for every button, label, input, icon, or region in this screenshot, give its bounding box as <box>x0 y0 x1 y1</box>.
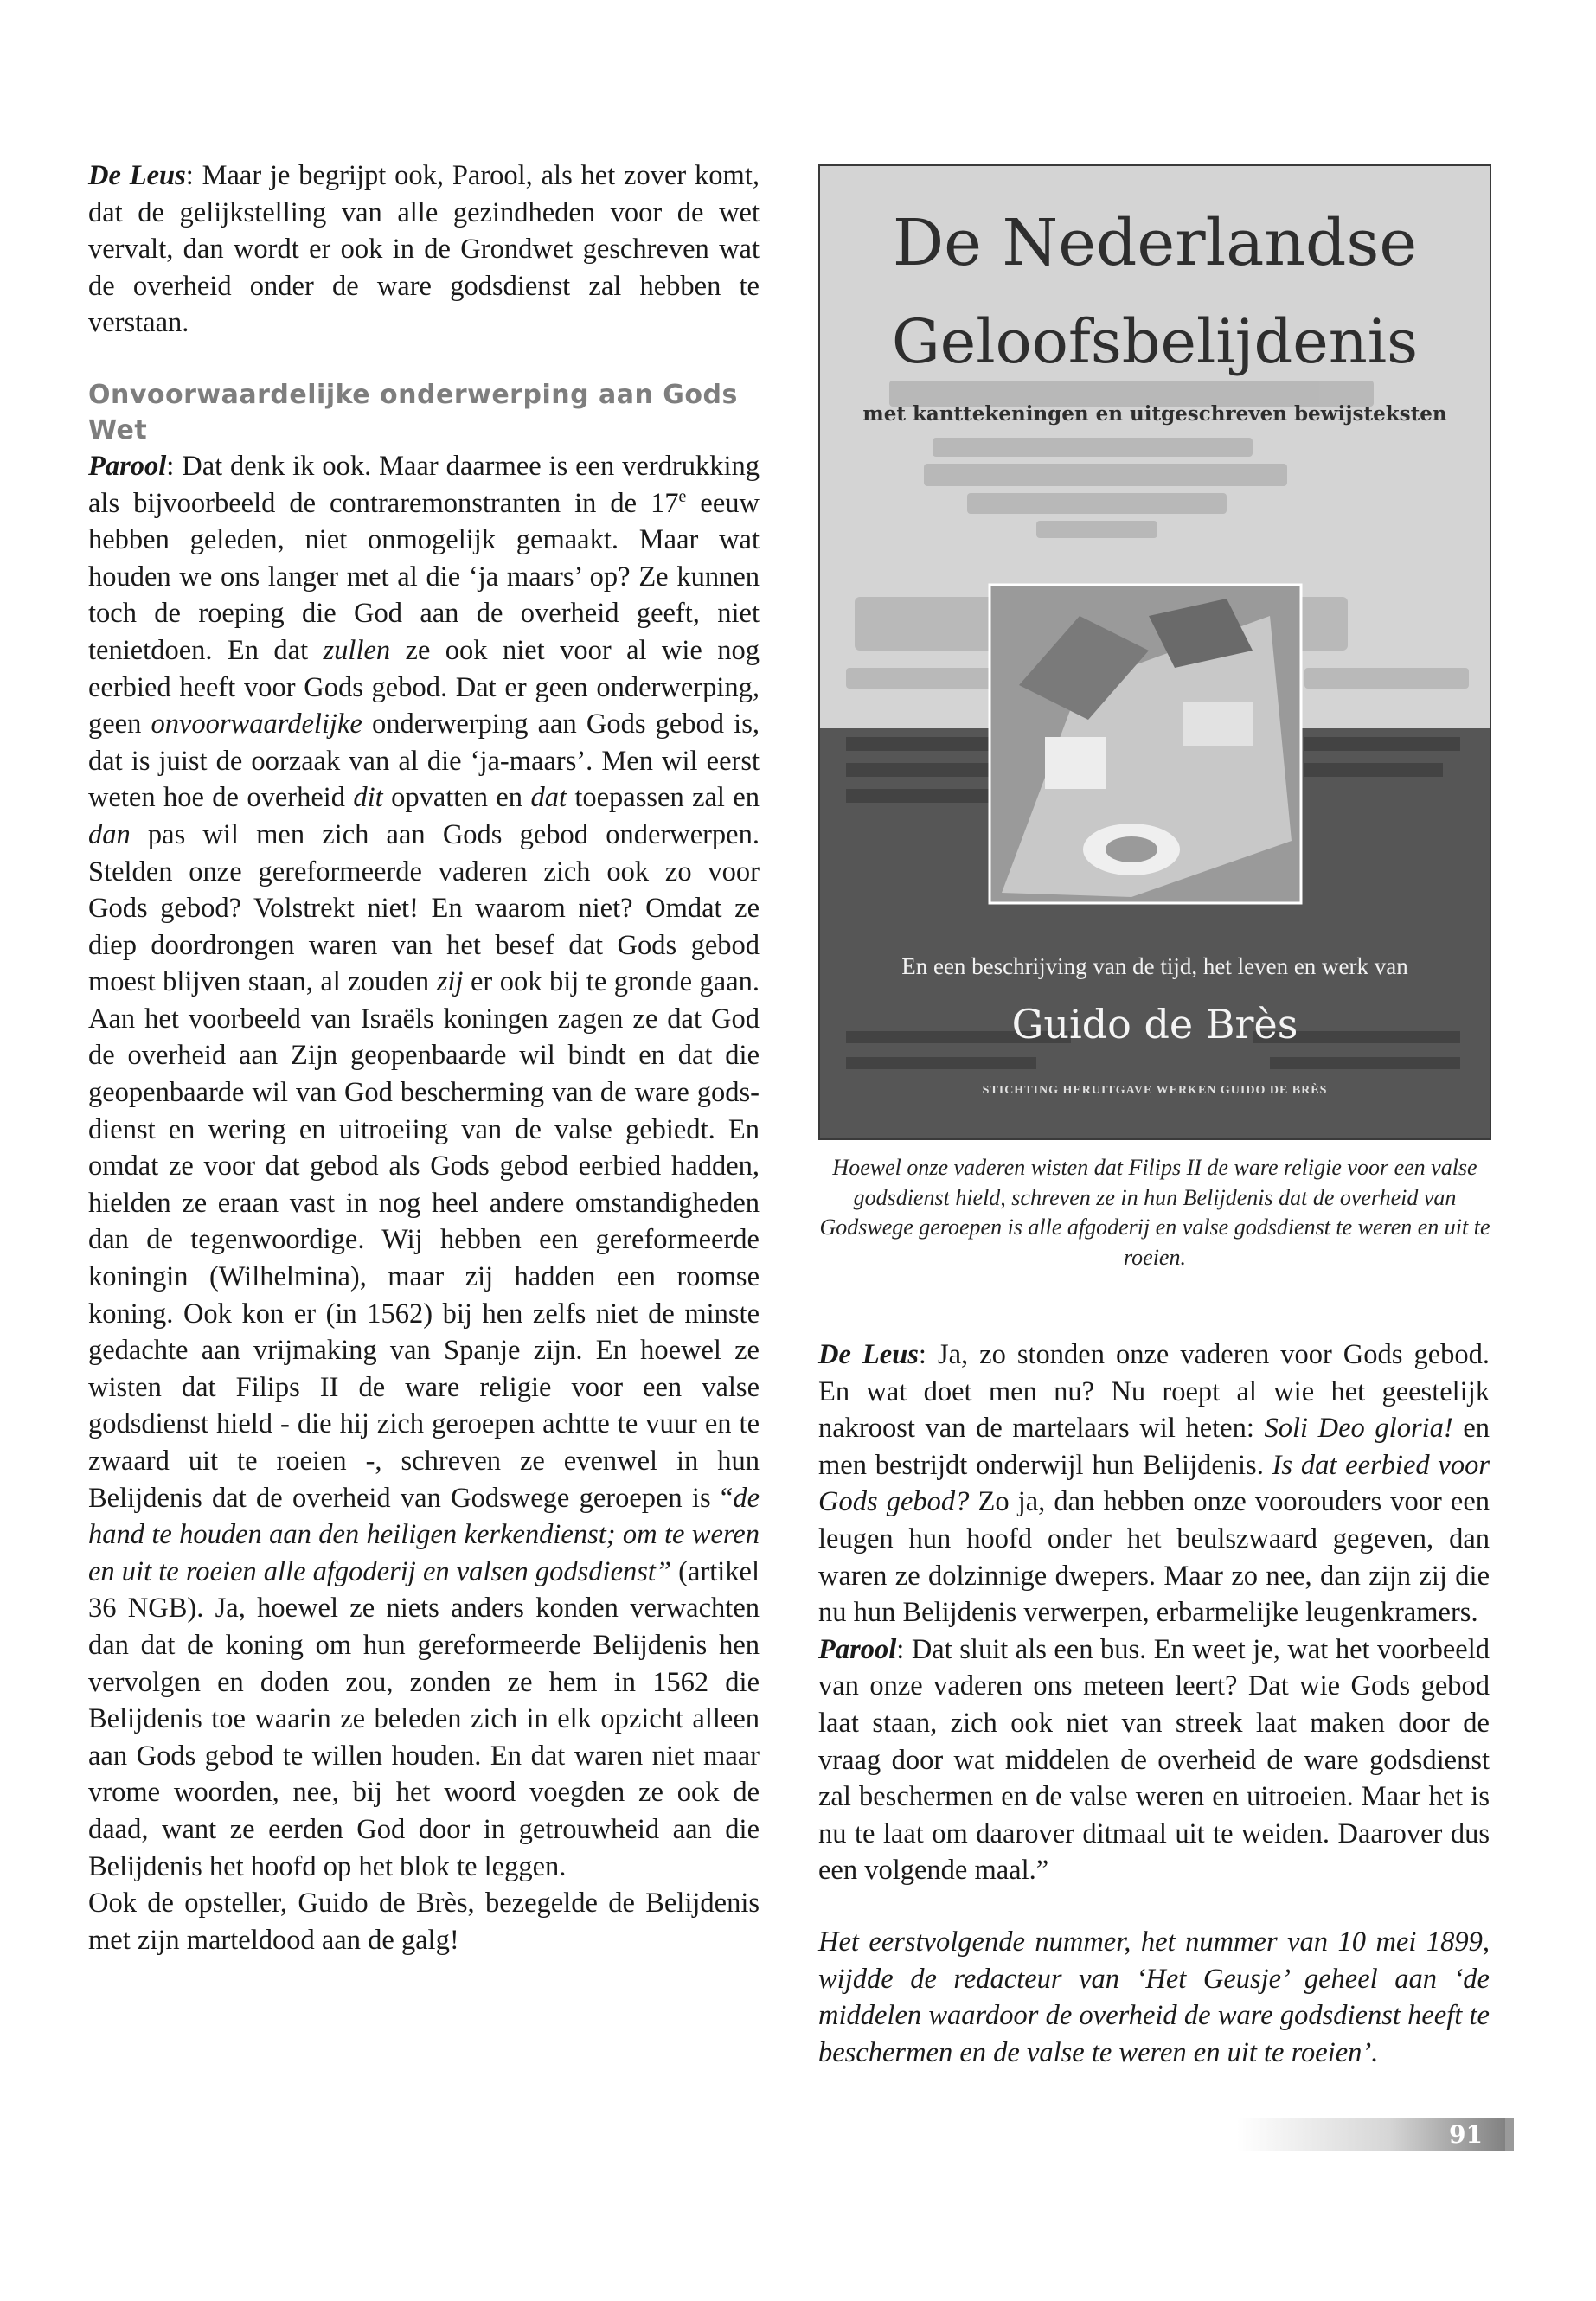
speaker-de-leus: De Leus <box>818 1339 919 1370</box>
cover-title-line2: Geloofsbelijdenis <box>891 306 1419 377</box>
paragraph-de-leus-1: De Leus: Maar je begrijpt ook, Parool, als het zover komt, dat de gelijkstelling van alle gezindheden voor de wet vervalt, dan wordt er ook in de Grondwet geschreven wat de overheid onder de ware godsdienst zal hebben te verstaan. <box>88 160 760 339</box>
left-column <box>88 157 760 1958</box>
paragraph-parool-2: Parool: Dat sluit als een bus. En weet je, wat het voorbeeld van onze vaderen ons meteen leert? Dat wie Gods gebod laat staan, zich ook niet van streek laat maken door de vraag door wat middelen de overheid de ware godsdienst zal beschermen en de valse weren en uitroeien. Maar het is nu te laat om daarover ditmaal uit te weiden. Daarover dus een volgende maal.” <box>818 1633 1490 1887</box>
speaker-de-leus: De Leus <box>88 160 186 191</box>
page-number-bar <box>1237 2118 1514 2151</box>
book-cover-image <box>818 164 1491 1140</box>
speaker-parool: Parool <box>818 1633 897 1665</box>
cover-description: En een beschrijving van de tijd, het leven en werk van <box>901 953 1408 979</box>
section-heading: Onvoorwaardelijke onderwerping aan Gods Wet <box>88 379 738 445</box>
paragraph-guido: Ook de opsteller, Guido de Brès, bezegelde de Belijdenis met zijn marteldood aan de galg! <box>88 1888 760 1956</box>
paragraph-editorial-note: Het eerstvolgende nummer, het nummer van 10 mei 1899, wijdde de redacteur van ‘Het Geusje’ geheel aan ‘de middelen waardoor de overheid de ware godsdienst heeft te beschermen en de valse te weren en uit te roeien’. <box>818 1926 1490 2068</box>
page-number: 91 <box>1449 2120 1483 2149</box>
figure-caption: Hoewel onze vaderen wisten dat Filips II de ware religie voor een valse godsdienst hield, schreven ze in hun Belijdenis dat de overheid van Godswege geroepen is alle afgoderij en valse godsdienst te weren en uit te roeien. <box>819 1155 1490 1270</box>
paragraph-parool-1: Parool: Dat denk ik ook. Maar daarmee is een verdrukking als bijvoorbeeld de contraremonstranten in de 17e eeuw hebben geleden, niet onmogelijk gemaakt. Maar wat houden we ons langer met al die ‘ja maars’ op? Ze kunnen toch de roeping die God aan de overheid geeft, niet tenietdoen. En dat zullen ze ook niet voor al wie nog eerbied heeft voor Gods gebod. Dat er geen onderwerping, geen onvoorwaardelijke onderwerping aan Gods gebod is, dat is juist de oorzaak van al die ‘ja-maars’. Men wil eerst weten hoe de overheid dit opvatten en dat toepassen zal en dan pas wil men zich aan Gods gebod onderwerpen. Stelden onze gereformeerde vaderen zich ook zo voor Gods gebod? Volstrekt niet! En waarom niet? Omdat ze diep doordrongen waren van het besef dat Gods gebod moest blijven staan, al zouden zij er ook bij te gronde gaan. Aan het voorbeeld van Israëls koningen zagen ze dat God de overheid aan Zijn geopenbaarde wil bindt en dat die geopenbaarde wil van God bescherming van de ware godsdienst en wering en uitroeiing van de valse gebiedt. En omdat ze voor dat gebod als Gods gebod eerbied hadden, hielden ze eraan vast in nog heel andere omstandigheden dan de tegenwoordige. Wij hebben een gereformeerde koningin (Wilhelmina), maar zij hadden een roomse koning. Ook kon er (in 1562) bij hen zelfs niet de minste gedachte aan vrijmaking van Spanje zijn. En hoewel ze wisten dat Filips II de ware religie voor een valse godsdienst hield - die hij zich geroepen achtte te vuur en te zwaard uit te roeien -, schreven ze evenwel in hun Belijdenis dat de overheid van Godswege geroepen is “de hand te houden aan den heiligen kerkendienst; om te weren en uit te roeien alle afgoderij en valsen godsdienst” (artikel 36 NGB). Ja, hoewel ze niets anders konden verwachten dan dat de koning om hun gereformeerde Belijdenis hen vervolgen en doden zou, zonden ze hem in 1562 die Belijdenis toe waarin ze beleden zich in elk opzicht alleen aan Gods gebod te willen houden. En dat waren niet maar vrome woorden, nee, bij het woord voegden ze ook de daad, want ze eerden God door in getrouwheid aan die Belijdenis het hoofd op het blok te leggen. <box>88 450 760 1882</box>
speaker-parool: Parool <box>88 450 167 482</box>
right-column <box>818 1336 1490 2071</box>
cover-publisher: STICHTING HERUITGAVE WERKEN GUIDO DE BRÈS <box>982 1084 1328 1097</box>
paragraph-de-leus-2: De Leus: Ja, zo stonden onze vaderen voor Gods gebod. En wat doet men nu? Nu roept al wie het geestelijk nakroost van de martelaars wil heten: Soli Deo gloria! en men bestrijdt onderwijl hun Belijdenis. Is dat eerbied voor Gods gebod? Zo ja, dan hebben onze voorouders voor een leugen hun hoofd onder het beulszwaard gegeven, dan waren ze dolzinnige dwepers. Maar zo nee, dan zijn zij die nu hun Belijdenis verwerpen, erbarmelijke leugenkramers. <box>818 1339 1490 1629</box>
article-36-quote: de hand te houden aan den heiligen kerkendienst; om te weren en uit te roeien alle afgoderij en valsen godsdienst” <box>88 1482 760 1587</box>
cover-subtitle: met kanttekeningen en uitgeschreven bewijsteksten <box>862 402 1447 426</box>
cover-title-line1: De Nederlandse <box>892 206 1418 280</box>
cover-author: Guido de Brès <box>1011 1001 1298 1048</box>
fortress-illustration <box>990 585 1301 903</box>
